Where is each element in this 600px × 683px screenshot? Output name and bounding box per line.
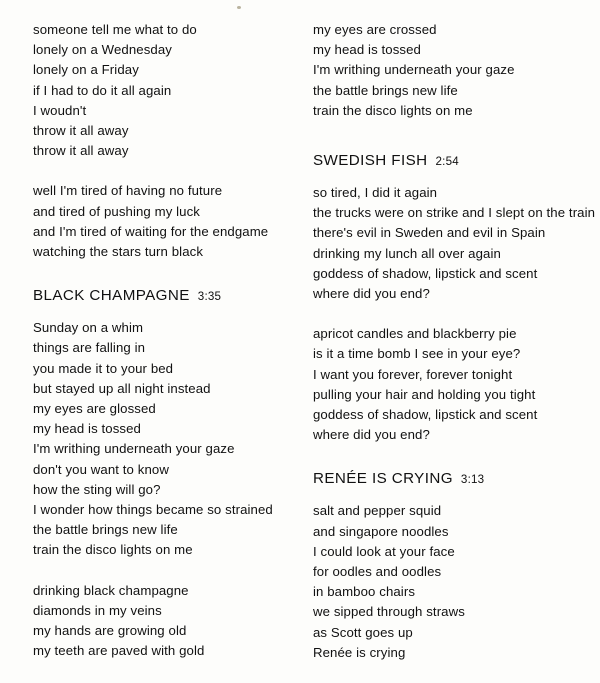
lyric-line: if I had to do it all again <box>33 82 172 98</box>
lyric-line: you made it to your bed <box>33 360 174 376</box>
lyric-line: I could look at your face <box>313 543 455 559</box>
lyric-line: the battle brings new life <box>33 522 178 538</box>
lyric-line: pulling your hair and holding you tight <box>313 386 536 402</box>
lyric-line: my head is tossed <box>313 42 421 58</box>
lyric-stanza <box>33 318 313 560</box>
lyric-line: so tired, I did it again <box>313 185 438 201</box>
lyric-line: as Scott goes up <box>313 624 413 640</box>
lyric-stanza <box>313 501 578 663</box>
lyric-line: train the disco lights on me <box>33 542 193 558</box>
lyric-line: drinking my lunch all over again <box>313 245 501 261</box>
paper-speck <box>237 6 241 9</box>
lyric-stanza <box>313 20 578 121</box>
lyric-line: where did you end? <box>313 427 430 443</box>
lyric-line: lonely on a Wednesday <box>33 42 172 58</box>
lyric-line: salt and pepper squid <box>313 503 442 519</box>
lyric-line: Sunday on a whim <box>33 320 144 336</box>
lyric-line: don't you want to know <box>33 461 169 477</box>
lyric-line: we sipped through straws <box>313 604 465 620</box>
lyric-line: and singapore noodles <box>313 523 449 539</box>
lyric-line: in bamboo chairs <box>313 584 416 600</box>
lyric-line: drinking black champagne <box>33 582 189 598</box>
lyric-line: the battle brings new life <box>313 82 458 98</box>
lyric-line: and I'm tired of waiting for the endgame <box>33 223 269 239</box>
song-title-text: RENÉE IS CRYING <box>313 470 453 488</box>
lyric-line: I'm writhing underneath your gaze <box>313 62 515 78</box>
left-column <box>33 20 313 681</box>
lyric-line: someone tell me what to do <box>33 22 197 37</box>
lyric-line: my teeth are paved with gold <box>33 643 205 659</box>
lyric-line: I woudn't <box>33 102 87 118</box>
song-duration: 3:35 <box>197 290 222 304</box>
song-title-text: SWEDISH FISH <box>313 152 428 170</box>
lyric-line: Renée is crying <box>313 644 406 660</box>
song-title-text: BLACK CHAMPAGNE <box>33 287 190 305</box>
lyric-line: I wonder how things became so strained <box>33 502 273 518</box>
lyric-stanza <box>33 20 313 161</box>
song-title-renee-is-crying <box>313 469 578 490</box>
lyric-line: my hands are growing old <box>33 623 187 639</box>
lyric-line: train the disco lights on me <box>313 102 473 118</box>
lyric-line: I want you forever, forever tonight <box>313 366 513 382</box>
lyric-line: is it a time bomb I see in your eye? <box>313 346 521 362</box>
lyric-line: watching the stars turn black <box>33 244 204 260</box>
lyric-line: but stayed up all night instead <box>33 380 211 396</box>
lyric-line: for oodles and oodles <box>313 564 442 580</box>
lyric-line: there's evil in Sweden and evil in Spain <box>313 225 546 241</box>
lyric-stanza <box>33 581 313 662</box>
song-duration: 2:54 <box>435 155 459 169</box>
lyric-line: lonely on a Friday <box>33 62 139 78</box>
lyric-line: goddess of shadow, lipstick and scent <box>313 265 538 281</box>
song-title-black-champagne <box>33 286 313 307</box>
lyric-stanza <box>313 324 578 445</box>
lyrics-columns <box>33 20 596 683</box>
lyric-line: the trucks were on strike and I slept on the train <box>313 205 596 221</box>
right-column <box>313 20 596 683</box>
song-title-swedish-fish <box>313 151 578 172</box>
lyric-line: things are falling in <box>33 340 146 356</box>
lyric-line: where did you end? <box>313 286 430 302</box>
lyric-line: I'm writhing underneath your gaze <box>33 441 235 457</box>
lyric-line: goddess of shadow, lipstick and scent <box>313 407 538 423</box>
lyric-line: throw it all away <box>33 143 129 159</box>
lyric-stanza <box>33 181 313 262</box>
lyric-line: how the sting will go? <box>33 481 161 497</box>
lyric-line: my eyes are crossed <box>313 22 437 37</box>
lyric-line: diamonds in my veins <box>33 602 162 618</box>
lyric-line: my eyes are glossed <box>33 401 156 417</box>
lyric-line: and tired of pushing my luck <box>33 203 200 219</box>
lyric-line: well I'm tired of having no future <box>33 183 223 199</box>
song-duration: 3:13 <box>460 473 485 487</box>
lyric-line: my head is tossed <box>33 421 141 437</box>
lyric-line: apricot candles and blackberry pie <box>313 326 517 342</box>
lyric-line: throw it all away <box>33 123 129 139</box>
lyric-stanza <box>313 183 596 304</box>
